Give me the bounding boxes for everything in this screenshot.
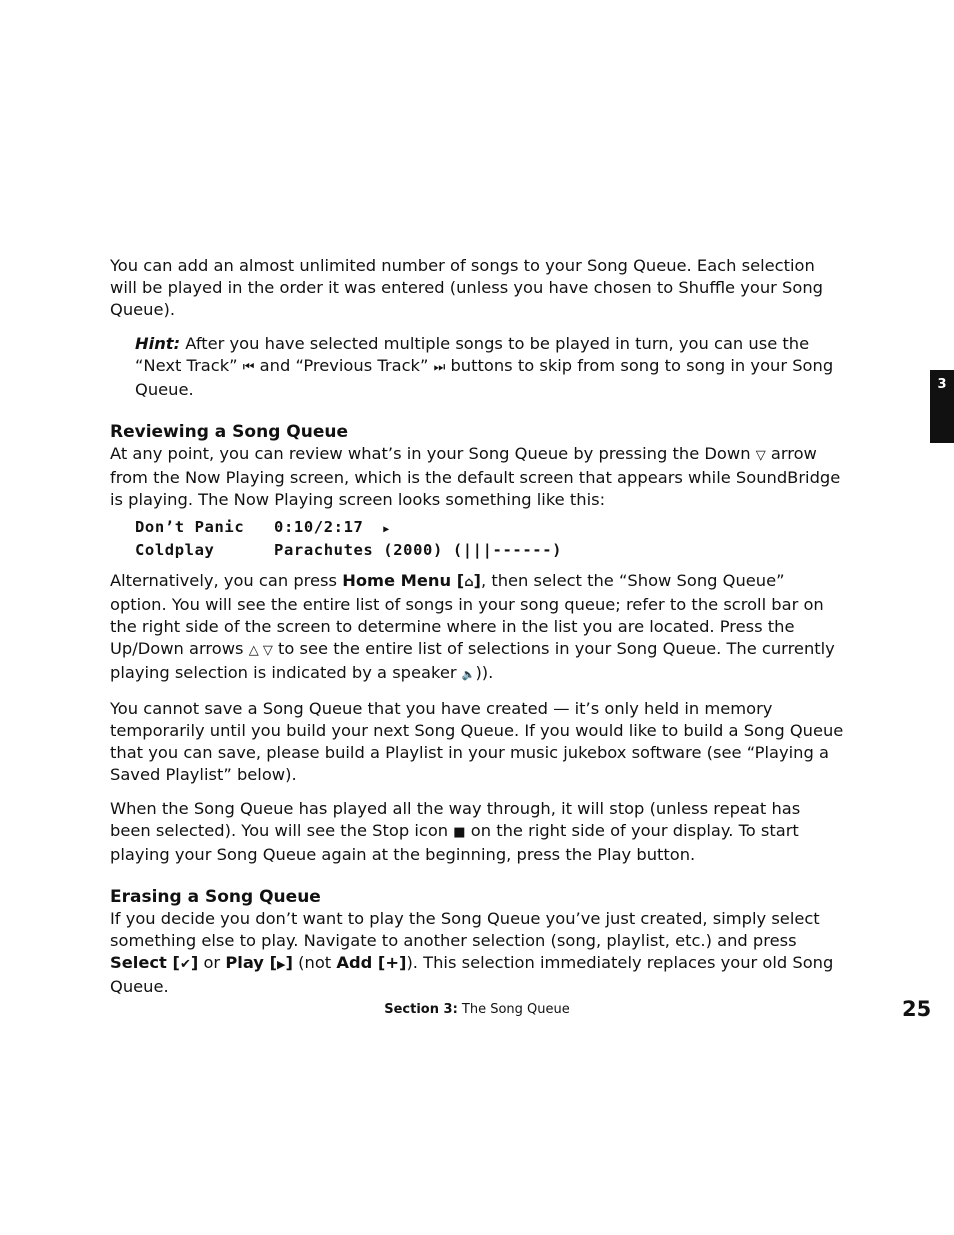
hint-text-3: buttons to skip from song to song in your Song Queue. (135, 356, 834, 399)
footer-section-label: Section 3: (384, 1002, 458, 1017)
reviewing-p4-b: on the right side of your display. To start playing your Song Queue again at the beginning, press the Play button. (110, 821, 799, 864)
erasing-paragraph (110, 908, 846, 998)
reviewing-p1-b: arrow from the Now Playing screen, which is the default screen that appears while SoundBridge is playing. The Now Playing screen looks something like this: (110, 444, 841, 509)
hint-text-1: After you have selected multiple songs to be played in turn, you can use the “Next Track” (135, 334, 810, 375)
play-label: Play [ (225, 953, 278, 972)
play-icon: ▶ (277, 958, 286, 971)
reviewing-p2-c: to see the entire list of selections in your Song Queue. The currently playing selection is indicated by a speaker (110, 639, 835, 682)
now-playing-line-1 (135, 517, 846, 540)
hint-text-2: and “Previous Track” (254, 356, 434, 375)
home-menu-close: ] (473, 571, 481, 590)
reviewing-p2-a: Alternatively, you can press (110, 571, 343, 590)
page-content (110, 255, 846, 1010)
page-footer (0, 1002, 954, 1017)
previous-track-icon: ⏭ (433, 360, 446, 375)
page-number: 25 (902, 997, 932, 1021)
reviewing-p4-a: When the Song Queue has played all the way through, it will stop (unless repeat has been selected). You will see the Stop icon (110, 799, 801, 840)
stop-icon: ■ (453, 825, 466, 840)
section-tab: 3 (930, 370, 954, 443)
up-down-arrows-icon: △ ▽ (248, 643, 273, 658)
reviewing-p2-b: , then select the “Show Song Queue” option. You will see the entire list of songs in your song queue; refer to the scroll bar on the right side of the screen to determine where in the list you are located. Press the Up/Down arrows (110, 571, 824, 658)
reviewing-paragraph-3: You cannot save a Song Queue that you have created — it’s only held in memory temporarily until you build your next Song Queue. If you would like to build a Song Queue that you can save, please build a Playlist in your music jukebox software (see “Playing a Saved Playlist” below). (110, 699, 844, 784)
checkmark-icon: ✔ (179, 957, 191, 972)
play-close: ] (285, 953, 293, 972)
reviewing-heading: Reviewing a Song Queue (110, 422, 348, 442)
down-arrow-icon: ▽ (755, 448, 766, 463)
now-playing-line-2: Coldplay Parachutes (2000) (|||------) (135, 541, 563, 559)
hint-label: Hint: (135, 334, 181, 353)
erasing-p1-c: (not (292, 953, 337, 972)
reviewing-paragraph-2 (110, 570, 846, 686)
intro-paragraph: You can add an almost unlimited number of songs to your Song Queue. Each selection will be played in the order it was entered (unless you have chosen to Shuffle your Song Queue). (110, 256, 823, 319)
reviewing-p2-d: )). (475, 663, 494, 682)
reviewing-p1-a: At any point, you can review what’s in your Song Queue by pressing the Down (110, 444, 756, 463)
reviewing-paragraph-1 (110, 443, 846, 511)
speaker-icon: 🔈 (461, 668, 476, 681)
add-label: Add [+] (336, 953, 407, 972)
home-icon: ⌂ (464, 575, 474, 590)
erasing-p1-b: or (198, 953, 226, 972)
select-label: Select [ (110, 953, 180, 972)
erasing-p1-a: If you decide you don’t want to play the Song Queue you’ve just created, simply select something else to play. Navigate to another selection (song, playlist, etc.) and press (110, 909, 820, 950)
hint-paragraph (135, 333, 846, 401)
reviewing-paragraph-4 (110, 798, 846, 866)
footer-section-title: The Song Queue (457, 1002, 570, 1017)
now-playing-line-1-text: Don’t Panic 0:10/2:17 (135, 518, 384, 536)
play-indicator-icon: ▶ (383, 524, 390, 535)
select-close: ] (190, 953, 199, 972)
home-menu-label: Home Menu [ (342, 571, 465, 590)
erasing-p1-d: ). This selection immediately replaces your old Song Queue. (110, 953, 834, 996)
now-playing-display (135, 517, 846, 560)
erasing-heading: Erasing a Song Queue (110, 887, 321, 907)
next-track-icon: ⏮ (242, 360, 255, 375)
